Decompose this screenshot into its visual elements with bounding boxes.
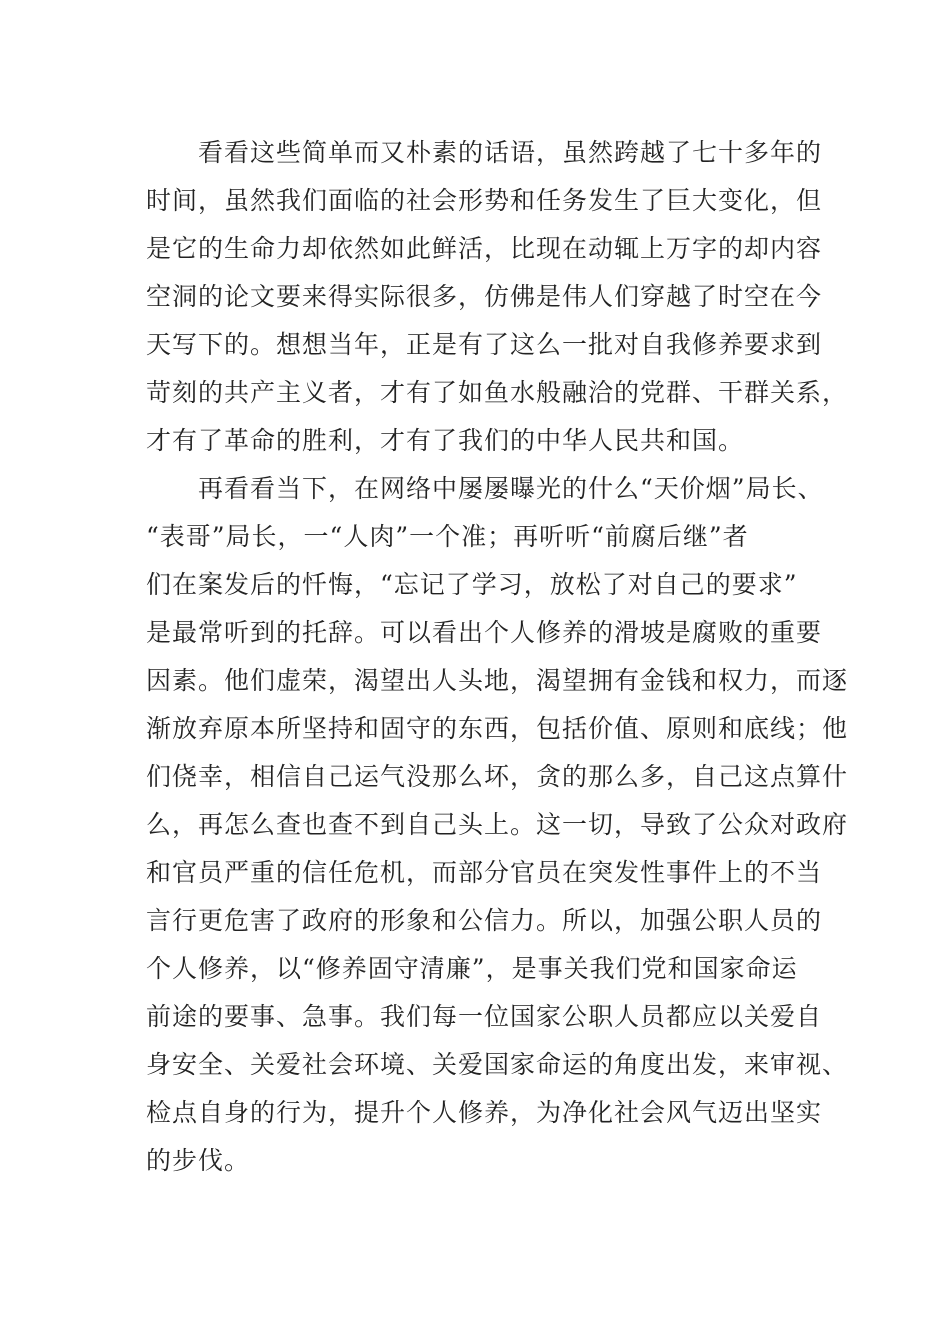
text-line: 因素。他们虚荣，渴望出人头地，渴望拥有金钱和权力，而逐 <box>146 666 849 695</box>
text-line: 身安全、关爱社会环境、关爱国家命运的角度出发，来审视、 <box>146 1050 849 1079</box>
text-line: 们在案发后的忏悔，“忘记了学习，放松了对自己的要求” <box>146 570 798 599</box>
text-line: 和官员严重的信任危机，而部分官员在突发性事件上的不当 <box>146 858 823 887</box>
text-line: 的步伐。 <box>146 1146 251 1175</box>
text-line: “表哥”局长，一“人肉”一个准；再听听“前腐后继”者 <box>146 522 749 551</box>
text-line: 苛刻的共产主义者，才有了如鱼水般融洽的党群、干群关系， <box>146 378 849 407</box>
text-line: 个人修养，以“修养固守清廉”，是事关我们党和国家命运 <box>146 954 798 983</box>
text-line: 是它的生命力却依然如此鲜活，比现在动辄上万字的却内容 <box>146 234 823 263</box>
text-line: 们侥幸，相信自己运气没那么坏，贪的那么多，自己这点算什 <box>146 762 849 791</box>
text-line: 前途的要事、急事。我们每一位国家公职人员都应以关爱自 <box>146 1002 823 1031</box>
text-line: 看看这些简单而又朴素的话语，虽然跨越了七十多年的 <box>198 138 823 167</box>
text-line: 言行更危害了政府的形象和公信力。所以，加强公职人员的 <box>146 906 823 935</box>
text-line: 空洞的论文要来得实际很多，仿佛是伟人们穿越了时空在今 <box>146 282 823 311</box>
paragraph-2 <box>146 465 849 1185</box>
text-line: 再看看当下，在网络中屡屡曝光的什么“天价烟”局长、 <box>198 474 824 503</box>
text-line: 时间，虽然我们面临的社会形势和任务发生了巨大变化，但 <box>146 186 823 215</box>
text-line: 天写下的。想想当年，正是有了这么一批对自我修养要求到 <box>146 330 823 359</box>
text-line: 才有了革命的胜利，才有了我们的中华人民共和国。 <box>146 426 745 455</box>
text-line: 检点自身的行为，提升个人修养，为净化社会风气迈出坚实 <box>146 1098 823 1127</box>
text-line: 渐放弃原本所坚持和固守的东西，包括价值、原则和底线；他 <box>146 714 849 743</box>
paragraph-1 <box>146 129 849 465</box>
document-body <box>146 129 849 1185</box>
text-line: 是最常听到的托辞。可以看出个人修养的滑坡是腐败的重要 <box>146 618 823 647</box>
text-line: 么，再怎么查也查不到自己头上。这一切，导致了公众对政府 <box>146 810 849 839</box>
